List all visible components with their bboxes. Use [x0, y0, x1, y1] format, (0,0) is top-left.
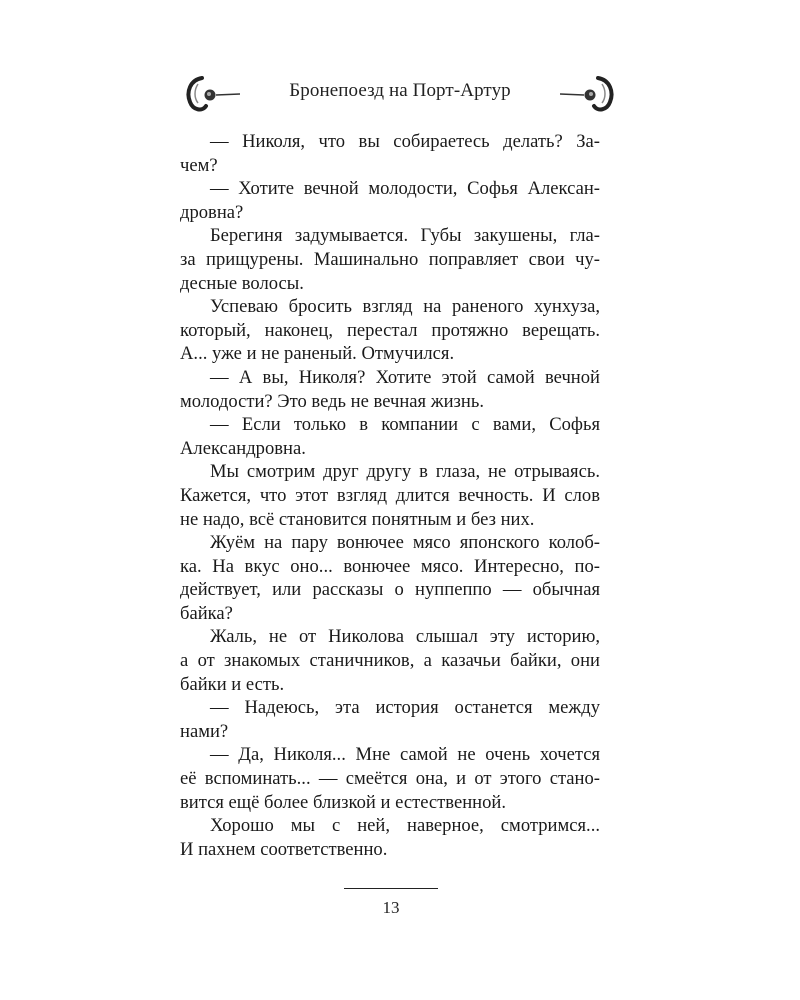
text-line: Жуём на пару вонючее мясо японского колоб- [210, 532, 600, 554]
text-line: — Николя, что вы собираетесь делать? За- [210, 131, 600, 152]
text-line: Кажется, что этот взгляд длится вечность. И слов [180, 484, 600, 506]
text-line: Успеваю бросить взгляд на раненого хунхуза, [210, 296, 600, 318]
text-line: — Если только в компании с вами, Софья [210, 414, 600, 436]
text-line: молодости? Это ведь не вечная жизнь. [180, 390, 484, 412]
text-line: чем? [180, 154, 218, 176]
text-line: байка? [180, 602, 233, 624]
body-text [180, 130, 600, 861]
text-line: А... уже и не раненый. Отмучился. [180, 343, 455, 365]
text-line: Берегиня задумывается. Губы закушены, гла- [210, 225, 600, 247]
text-line: — Надеюсь, эта история останется между [210, 697, 600, 719]
text-line: — А вы, Николя? Хотите этой самой вечной [210, 366, 600, 388]
text-line: Мы смотрим друг другу в глаза, не отрываясь. [210, 461, 600, 483]
running-title: Бронепоезд на Порт-Артур [289, 80, 511, 101]
scroll-ornament-icon [560, 70, 620, 120]
text-line: Хорошо мы с ней, наверное, смотримся... [210, 815, 600, 837]
footer-rule [344, 888, 438, 889]
text-line: И пахнем соответственно. [180, 838, 388, 860]
text-line: действует, или рассказы о нуппеппо — обычная [180, 579, 600, 601]
text-line: вится ещё более близкой и естественной. [180, 791, 507, 813]
text-line: а от знакомых станичников, а казачьи байки, они [180, 650, 600, 672]
text-line: который, наконец, перестал протяжно верещать. [180, 319, 600, 341]
text-line: — Хотите вечной молодости, Софья Алексан- [210, 178, 600, 200]
text-line: не надо, всё становится понятным и без них. [180, 508, 535, 530]
text-line: — Да, Николя... Мне самой не очень хочется [210, 744, 600, 766]
text-line: байки и есть. [180, 673, 285, 695]
text-line: нами? [180, 720, 229, 742]
text-line: её вспоминать... — смеётся она, и от этого стано- [180, 768, 600, 790]
text-line: Жаль, не от Николова слышал эту историю, [210, 626, 600, 648]
text-line: дровна? [180, 201, 244, 223]
text-line: ка. На вкус оно... вонючее мясо. Интересно, по- [180, 555, 600, 577]
running-header [180, 70, 620, 120]
page-number: 13 [382, 898, 400, 917]
text-line: десные волосы. [180, 272, 304, 294]
text-line: Александровна. [180, 437, 306, 459]
text-line: за прищурены. Машинально поправляет свои чу- [180, 248, 600, 270]
